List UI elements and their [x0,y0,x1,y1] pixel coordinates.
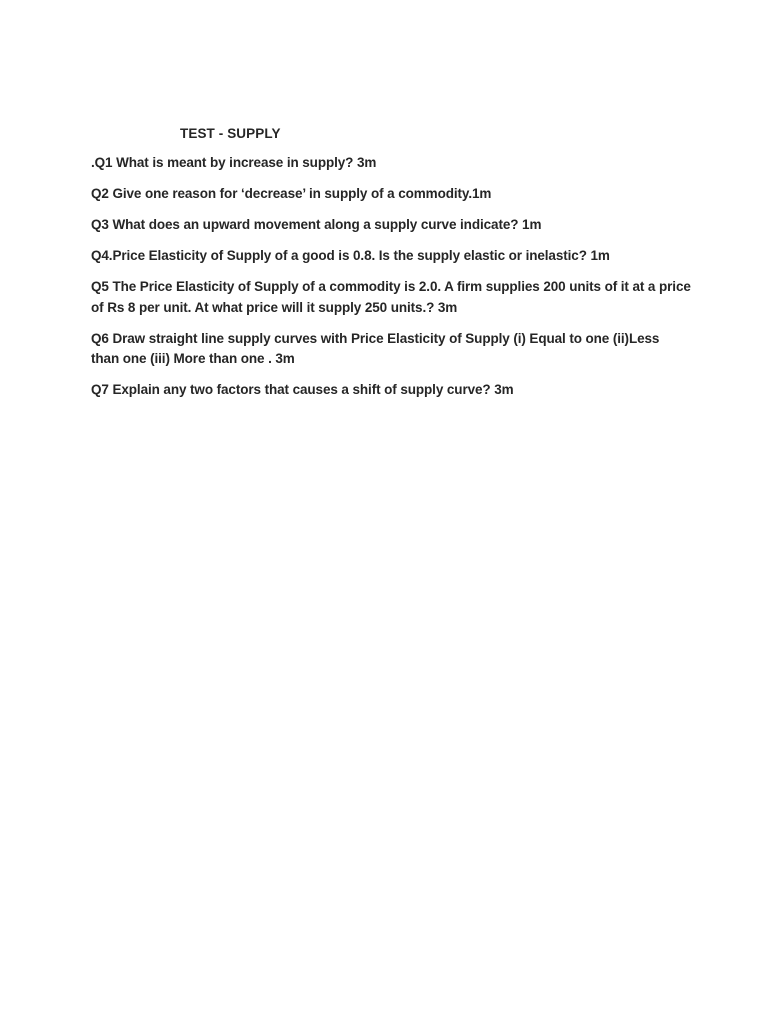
question-list [91,153,691,411]
question-2: Q2 Give one reason for ‘decrease’ in supply of a commodity.1m [91,186,492,201]
question-3: Q3 What does an upward movement along a supply curve indicate? 1m [91,217,542,232]
question-5: Q5 The Price Elasticity of Supply of a commodity is 2.0. A firm supplies 200 units of it at a price of Rs 8 per unit. At what price will it supply 250 units.? 3m [91,279,691,315]
document-title: TEST - SUPPLY [180,126,281,141]
question-4: Q4.Price Elasticity of Supply of a good is 0.8. Is the supply elastic or inelastic? 1m [91,248,610,263]
question-6: Q6 Draw straight line supply curves with Price Elasticity of Supply (i) Equal to one (ii)Less than one (iii) More than one . 3m [91,330,660,366]
question-7: Q7 Explain any two factors that causes a shift of supply curve? 3m [91,382,514,397]
question-1: .Q1 What is meant by increase in supply? 3m [91,155,377,170]
